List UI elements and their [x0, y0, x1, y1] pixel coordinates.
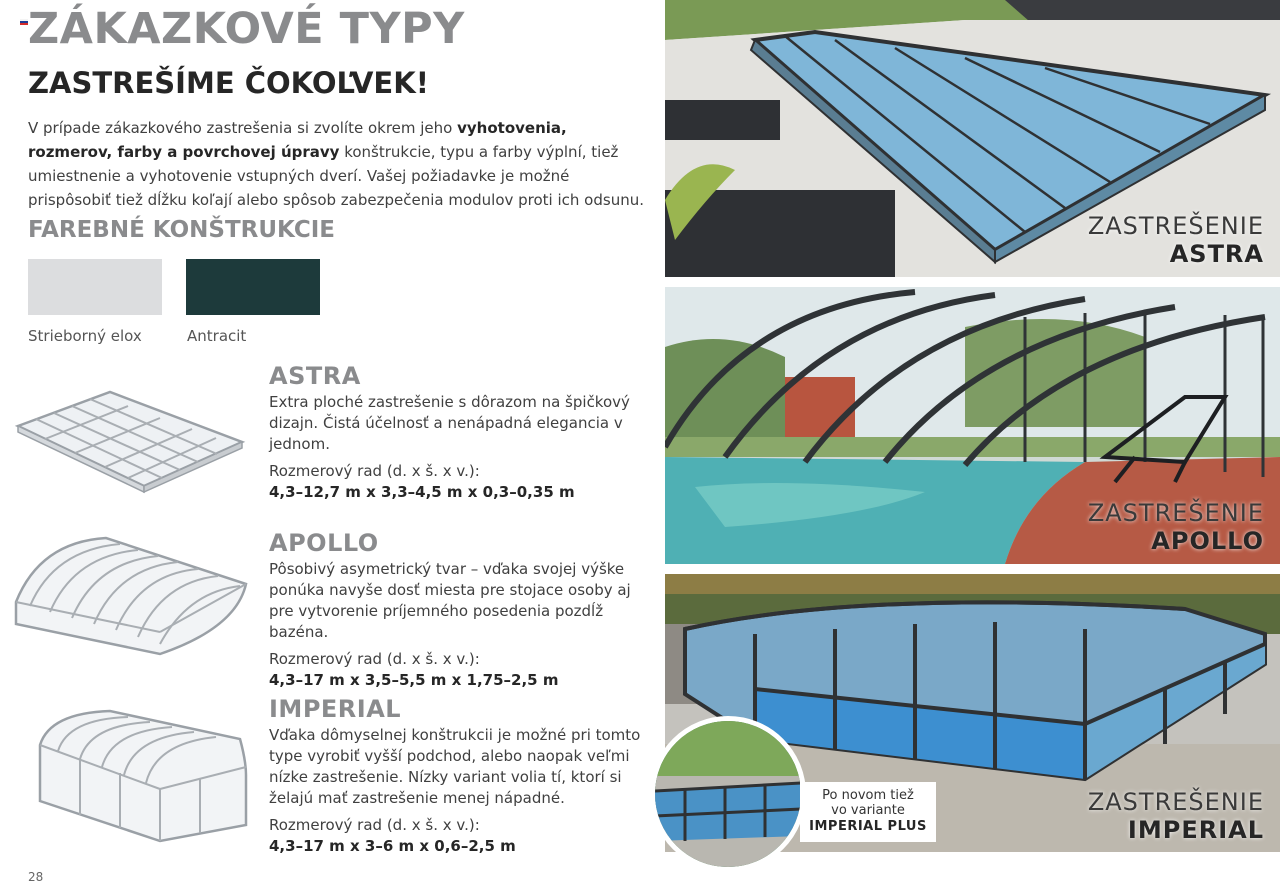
page-number: 28: [28, 870, 44, 882]
page-title: ZÁKAZKOVÉ TYPY: [28, 4, 465, 54]
product-dims: 4,3–12,7 m x 3,3–4,5 m x 0,3–0,35 m: [269, 483, 575, 501]
intro-text-1: V prípade zákazkového zastrešenia si zvolíte okrem jeho: [28, 119, 458, 137]
product-description: Extra ploché zastrešenie s dôrazom na špičkový dizajn. Čistá účelnosť a nenápadná elegancia v jednom.: [269, 393, 630, 453]
product-astra: [269, 362, 649, 503]
product-name: APOLLO: [269, 529, 379, 557]
swatch-silver: [28, 259, 162, 315]
swatch-silver-label: Strieborný elox: [28, 327, 142, 345]
swatch-anthracite-label: Antracit: [187, 327, 247, 345]
photo-caption-line1: ZASTREŠENIE: [1087, 788, 1264, 816]
photo-caption-line1: ZASTREŠENIE: [1087, 212, 1264, 240]
product-dims: 4,3–17 m x 3,5–5,5 m x 1,75–2,5 m: [269, 671, 559, 689]
product-dims-label: Rozmerový rad (d. x š. x v.):: [269, 462, 480, 480]
astra-sketch-image: [10, 382, 250, 498]
product-dims-label: Rozmerový rad (d. x š. x v.):: [269, 650, 480, 668]
product-description: Pôsobivý asymetrický tvar – vďaka svojej výške ponúka navyše dosť miesta pre stojace osoby aj pre vytvorenie príjemného posedenia pozdĺž bazéna.: [269, 560, 631, 641]
note-variant-name: IMPERIAL PLUS: [809, 819, 927, 834]
imperial-plus-note: [800, 782, 936, 842]
note-line2: vo variante: [831, 803, 905, 818]
intro-text-2: konštrukcie, typu a farby výplní, tiež umiestnenie a vyhotovenie vstupných dverí. Vašej požiadavke je možné prispôsobiť tiež dĺžku koľají alebo spôsob zabezpečenia modulov proti ich odsunu.: [28, 143, 644, 209]
imperial-sketch-image: [10, 705, 250, 845]
product-dims: 4,3–17 m x 3–6 m x 0,6–2,5 m: [269, 837, 516, 855]
product-name: ASTRA: [269, 362, 361, 390]
page-subtitle: ZASTREŠÍME ČOKOĽVEK!: [28, 66, 429, 100]
photo-caption-line1: ZASTREŠENIE: [1087, 499, 1264, 527]
photo-caption-line2: IMPERIAL: [1127, 816, 1264, 844]
product-name: IMPERIAL: [269, 695, 402, 723]
photo-caption-line2: ASTRA: [1169, 240, 1264, 268]
intro-bold-text: vyhotovenia, rozmerov, farby a povrchovej úpravy: [28, 119, 567, 161]
photo-caption-apollo: [1088, 499, 1264, 555]
note-line1: Po novom tiež: [822, 788, 914, 803]
intro-paragraph: [28, 116, 648, 212]
flag-icon: [20, 19, 28, 25]
imperial-plus-inset-image: [650, 716, 806, 872]
product-dims-label: Rozmerový rad (d. x š. x v.):: [269, 816, 480, 834]
photo-caption-imperial: [1088, 788, 1264, 844]
photo-caption-astra: [1088, 212, 1264, 268]
product-description: Vďaka dômyselnej konštrukcii je možné pri tomto type vyrobiť vyšší podchod, alebo naopak veľmi nízke zastrešenie. Nízky variant volia tí, ktorí si želajú mať zastrešenie menej nápadné.: [269, 726, 641, 807]
photo-apollo: [665, 287, 1280, 564]
product-apollo: [269, 529, 649, 691]
swatch-anthracite: [186, 259, 320, 315]
photo-astra: [665, 0, 1280, 277]
colors-heading: FAREBNÉ KONŠTRUKCIE: [28, 217, 335, 243]
photo-caption-line2: APOLLO: [1151, 527, 1264, 555]
product-imperial: [269, 695, 649, 857]
apollo-sketch-image: [10, 532, 250, 658]
